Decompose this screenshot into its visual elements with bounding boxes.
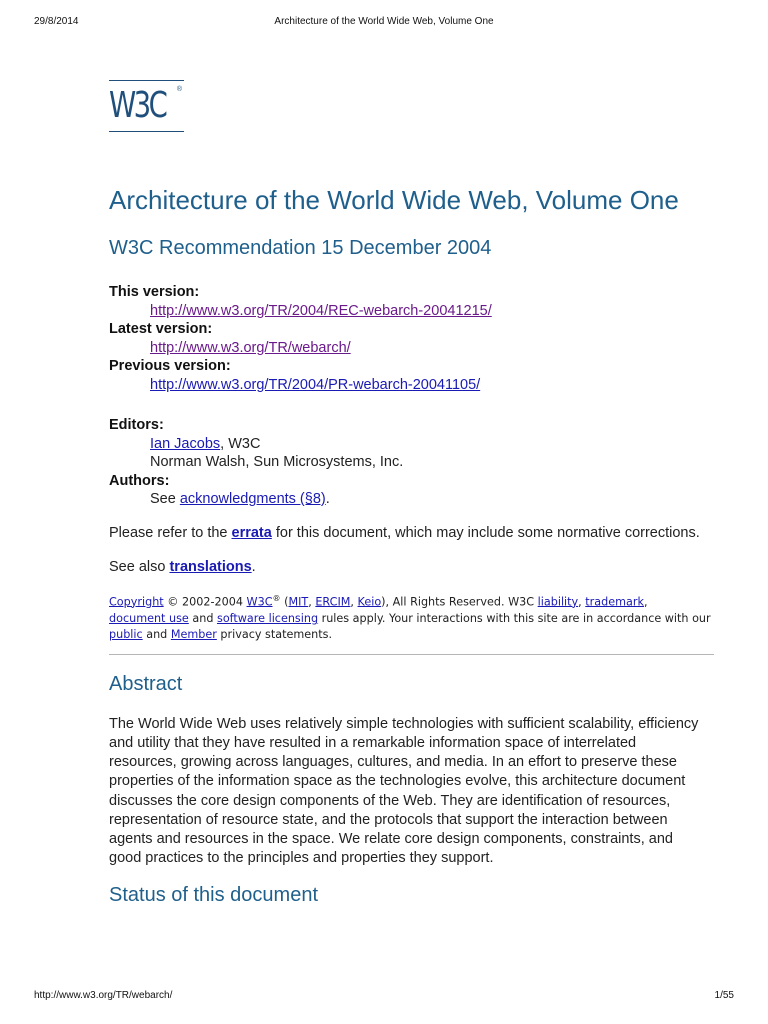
- previous-version-label: Previous version:: [109, 358, 231, 374]
- copyright-sep-1: ,: [308, 595, 316, 609]
- copyright-notice: [109, 591, 719, 644]
- print-date: 29/8/2014: [34, 16, 79, 27]
- errata-link[interactable]: errata: [231, 524, 272, 541]
- copyright-rules: rules apply. Your interactions with this site are in accordance with our: [318, 611, 711, 625]
- abstract-text: The World Wide Web uses relatively simple technologies with sufficient scalability, efficiency and utility that they have resulted in a remarkable information space of interrelated resources, growing across languages, cultures, and media. In an effort to preserve these properties of the information space as the technologies evolve, this architecture document discusses the core design components of the Web. They are identification of resources, representation of resource state, and the protocols that support the interaction between agents and resources in the space. We relate core design components, constraints, and good practices to the principles and properties they support.: [109, 715, 699, 867]
- w3c-logo-text: W3C: [109, 85, 166, 126]
- ercim-link[interactable]: ERCIM: [315, 595, 351, 609]
- mit-link[interactable]: MIT: [288, 595, 309, 609]
- copyright-sep-4: ,: [643, 595, 648, 609]
- authors-suffix: .: [325, 491, 330, 507]
- editor-2: Norman Walsh, Sun Microsystems, Inc.: [150, 454, 404, 470]
- print-header: [34, 16, 734, 32]
- copyright-and-2: and: [142, 628, 171, 642]
- member-privacy-link[interactable]: Member: [170, 628, 217, 642]
- print-url: http://www.w3.org/TR/webarch/: [34, 990, 173, 1001]
- abstract-heading: Abstract: [109, 672, 183, 695]
- editors-list: [109, 416, 719, 509]
- print-footer: [34, 990, 734, 1006]
- liability-link[interactable]: liability: [537, 595, 579, 609]
- latest-version-label: Latest version:: [109, 321, 213, 337]
- software-licensing-link[interactable]: software licensing: [216, 611, 319, 625]
- authors-label: Authors:: [109, 472, 170, 489]
- copyright-and-1: and: [188, 611, 217, 625]
- public-privacy-link[interactable]: public: [109, 628, 143, 642]
- editor-ian-jacobs-link[interactable]: Ian Jacobs: [150, 435, 221, 452]
- version-list: [109, 283, 719, 394]
- editors-label: Editors:: [109, 417, 164, 433]
- copyright-years: © 2002-2004: [163, 595, 247, 609]
- keio-link[interactable]: Keio: [357, 595, 382, 609]
- authors-line: [150, 490, 719, 509]
- copyright-sep-3: ,: [578, 595, 586, 609]
- translations-prefix: See also: [109, 558, 170, 575]
- registered-sup: ®: [272, 593, 281, 603]
- editor-1: [150, 435, 719, 454]
- w3c-link[interactable]: W3C: [246, 595, 273, 609]
- translations-paragraph: [109, 557, 719, 577]
- errata-suffix: for this document, which may include some normative corrections.: [271, 524, 700, 541]
- latest-version-link[interactable]: http://www.w3.org/TR/webarch/: [150, 339, 351, 356]
- previous-version-link[interactable]: http://www.w3.org/TR/2004/PR-webarch-20041105/: [150, 376, 481, 393]
- page-number: 1/55: [714, 990, 734, 1001]
- errata-paragraph: [109, 523, 719, 543]
- translations-link[interactable]: translations: [169, 558, 252, 575]
- status-heading: Status of this document: [109, 884, 319, 907]
- acknowledgments-link[interactable]: acknowledgments (§8): [179, 491, 326, 507]
- w3c-logo[interactable]: [109, 80, 184, 132]
- registered-mark: ®: [176, 86, 182, 93]
- section-divider: [109, 654, 714, 655]
- authors-prefix: See: [150, 491, 180, 507]
- copyright-sep-2: ,: [350, 595, 358, 609]
- page-title: Architecture of the World Wide Web, Volume One: [109, 185, 679, 215]
- document-body: [109, 80, 719, 908]
- this-version-label: This version:: [109, 284, 200, 300]
- document-use-link[interactable]: document use: [109, 611, 189, 625]
- copyright-open-paren: (: [280, 595, 289, 609]
- copyright-rights: ), All Rights Reserved. W3C: [381, 595, 538, 609]
- errata-prefix: Please refer to the: [109, 524, 232, 541]
- copyright-privacy: privacy statements.: [216, 628, 333, 642]
- copyright-link[interactable]: Copyright: [109, 595, 164, 609]
- translations-suffix: .: [251, 558, 256, 575]
- page-subtitle: W3C Recommendation 15 December 2004: [109, 237, 492, 259]
- this-version-link[interactable]: http://www.w3.org/TR/2004/REC-webarch-20041215/: [150, 302, 492, 319]
- editor-1-org: , W3C: [220, 435, 261, 452]
- trademark-link[interactable]: trademark: [585, 595, 644, 609]
- print-title: Architecture of the World Wide Web, Volume One: [274, 16, 494, 27]
